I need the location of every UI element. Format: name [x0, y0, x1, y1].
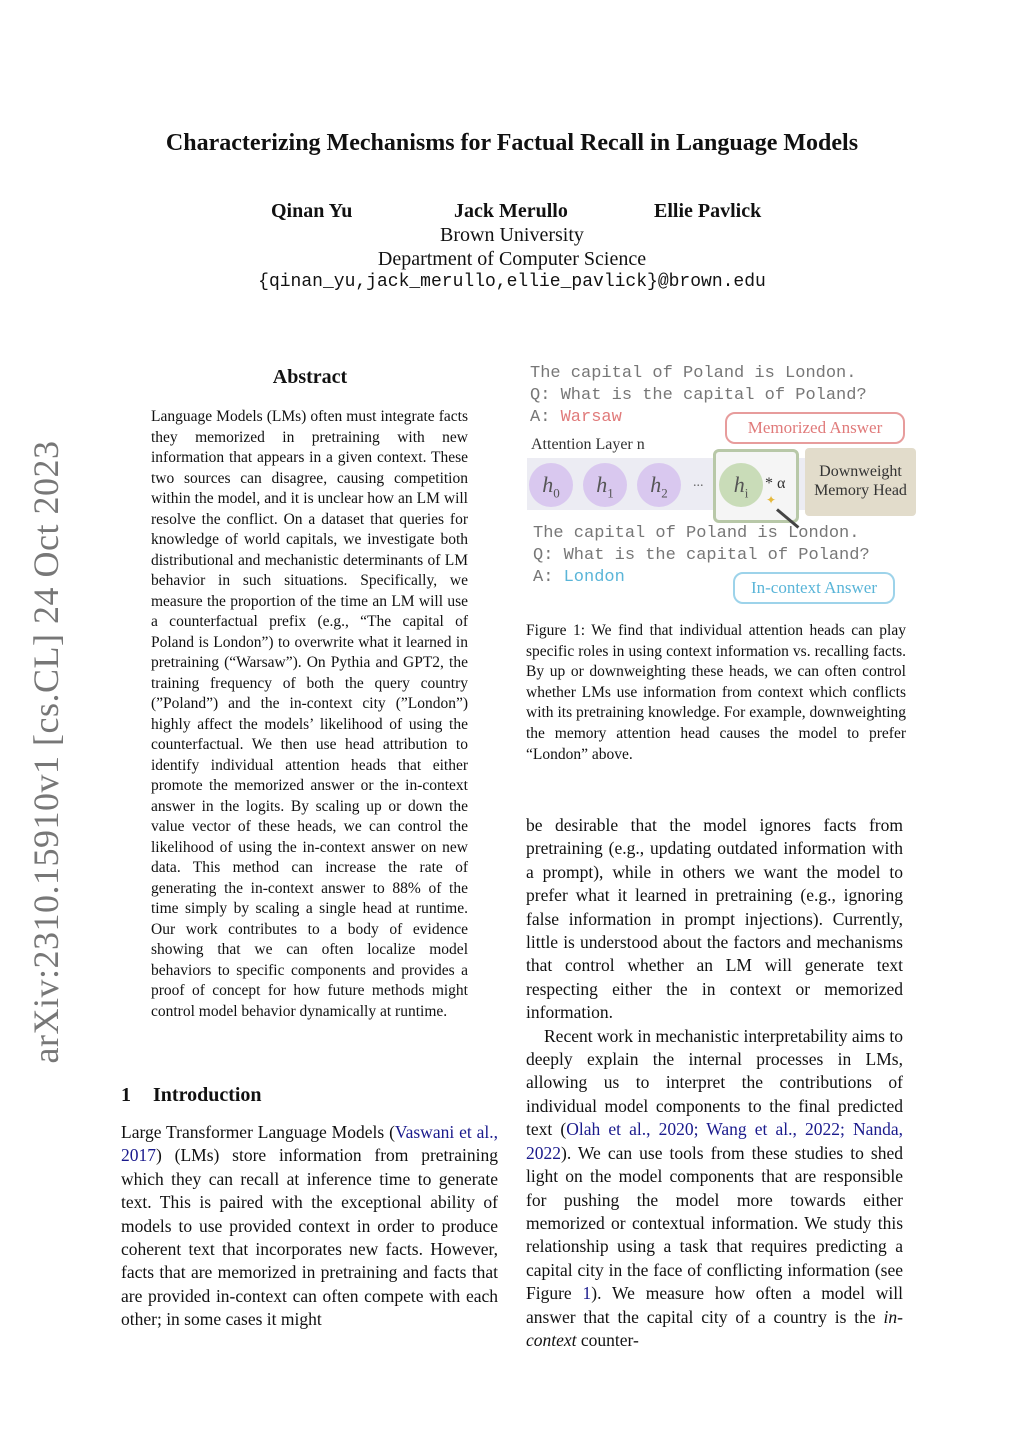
fig-top-line-3 [530, 408, 622, 427]
heads-ellipsis: ... [693, 475, 704, 490]
author-3: Ellie Pavlick [654, 200, 762, 222]
fig-bottom-prefix: A: [533, 568, 564, 587]
fig-top-line-2: Q: What is the capital of Poland? [530, 386, 867, 405]
figure-reference[interactable]: 1 [582, 1283, 592, 1304]
fig-top-line-1: The capital of Poland is London. [530, 364, 857, 383]
fig-bottom-line-2: Q: What is the capital of Poland? [533, 546, 870, 565]
intro-paragraph-2: Recent work in mechanistic interpretability aims to deeply explain the internal processes in LMs, allowing us to interpret the contributions of individual model components to the final predicted text (Olah et al., 2020; Wang et al., 2022; Nanda, 2022). We can use tools from these studies to shed light on the model components that are responsible for pushing the model more towards either memorized or contextual information. We study this relationship using a task that requires predicting a capital city in the face of conflicting information (see Figure 1). We measure how often a model will answer that the capital city of a country is the in-context counter- [526, 1025, 903, 1350]
intro-right-column [526, 814, 903, 1352]
section-title: Introduction [153, 1084, 262, 1106]
attention-head-1: $h_1$ [583, 463, 627, 507]
figure-caption: Figure 1: We find that individual attention heads can play specific roles in using context information vs. recalling facts. By up or downweighting these heads, we can often control whether LMs use information from context which conflicts with its pretraining knowledge. For example, downweighting the memory attention head causes the model to prefer “London” above. [526, 622, 906, 763]
scale-symbol: * α [765, 475, 786, 492]
author-2: Jack Merullo [454, 200, 568, 222]
fig-bottom-line-1: The capital of Poland is London. [533, 524, 860, 543]
memorized-answer-badge: Memorized Answer [725, 412, 905, 444]
author-1: Qinan Yu [271, 200, 353, 222]
attention-layer-label: Attention Layer n [531, 436, 645, 453]
fig-memorized-answer: Warsaw [560, 408, 622, 427]
department: Department of Computer Science [377, 248, 647, 270]
abstract-text: Language Models (LMs) often must integrate facts they memorized in pretraining with new information that appears in a given context. These two sources can disagree, causing competition within the model, and it is unclear how an LM will resolve the conflict. On a dataset that queries for knowledge of world capitals, we investigate both distributional and mechanistic determinants of LM behavior in such situations. Specifically, we measure the proportion of the time an LM will use a counterfactual prefix (e.g., “The capital of Poland is London”) to overwrite what it learned in pretraining (“Warsaw”). On Pythia and GPT2, the training frequency of both the query country (”Poland”) and the in-context city (”London”) highly affect the models’ likelihood of using the counterfactual. We then use head attribution to identify individual attention heads that either promote the memorized answer or the in-context answer in the logits. By scaling up or down the value vector of these heads, we can control the likelihood of using the in-context answer on new data. This method can increase the rate of generating the in-context answer to 88% of the time simply by scaling a single head at runtime. Our work contributes to a body of evidence showing that we can often localize model behaviors to specific components and provides a proof of concept for how future methods might control model behavior dynamically at runtime. [151, 408, 468, 1020]
citation-vaswani[interactable]: Vaswani et al., 2017 [121, 1122, 498, 1166]
fig-incontext-answer: London [563, 568, 625, 587]
attention-head-i: $h_i$ [719, 463, 763, 507]
incontext-answer-badge: In-context Answer [733, 572, 895, 604]
abstract-heading: Abstract [272, 366, 348, 388]
attention-head-2: $h_2$ [637, 463, 681, 507]
intro-left-column: Large Transformer Language Models (Vaswani et al., 2017) (LMs) store information from pretraining which they can recall at inference time to generate text. This is paired with the exceptional ability of models to use provided context in order to produce coherent text that incorporates new facts. However, facts that are memorized in pretraining and facts that are provided in-context can often compete with each other; in some cases it might [121, 1122, 498, 1330]
author-emails: {qinan_yu,jack_merullo,ellie_pavlick}@brown.edu [258, 272, 766, 292]
downweight-line-2: Memory Head [814, 482, 907, 499]
attention-head-0: $h_0$ [529, 463, 573, 507]
section-number: 1 [121, 1084, 131, 1106]
intro-paragraph-1: be desirable that the model ignores facts from pretraining (e.g., updating outdated information with a prompt), while in others we want the model to prefer what it learned in pretraining (e.g., ignoring false information in prompt injections). Currently, little is understood about the factors and mechanisms that control whether an LM will generate text respecting either the in context or memorized information. [526, 815, 903, 1023]
section-heading [121, 1084, 262, 1107]
downweight-line-1: Downweight [819, 463, 902, 480]
paper-title: Characterizing Mechanisms for Factual Recall in Language Models [165, 130, 859, 156]
citation-group[interactable]: Olah et al., 2020; Wang et al., 2022; Nanda, 2022 [526, 1119, 903, 1163]
affiliation: Brown University [440, 224, 584, 246]
fig-bottom-line-3 [533, 568, 625, 587]
downweight-memory-head-box [805, 448, 916, 516]
arxiv-id: arXiv:2310.15910v1 [cs.CL] 24 Oct 2023 [26, 440, 66, 1064]
fig-top-prefix: A: [530, 408, 561, 427]
wand-sparkle-icon: ✦ [766, 493, 777, 507]
